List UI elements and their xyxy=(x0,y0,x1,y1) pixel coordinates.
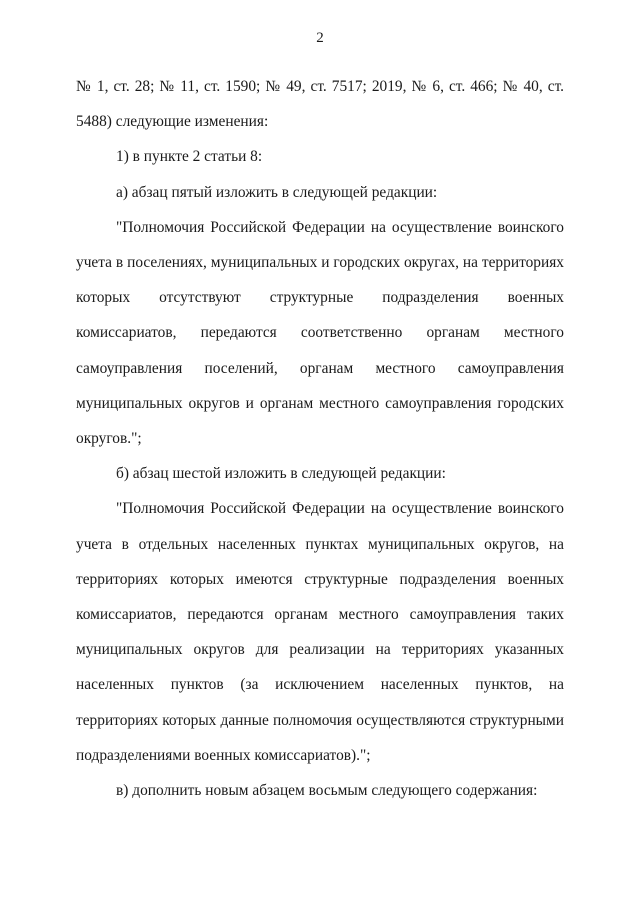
paragraph-quote-a: "Полномочия Российской Федерации на осуществление воинского учета в поселениях, муниципальных и городских округах, на территориях которых отсутствуют структурные подразделения военных комиссариатов, передаются соответственно органам местного самоуправления поселений, органам местного самоуправления муниципальных округов и органам местного самоуправления городских округов."; xyxy=(76,218,564,448)
paragraph-subitem-b: б) абзац шестой изложить в следующей редакции: xyxy=(116,465,446,483)
paragraph-continuation: № 1, ст. 28; № 11, ст. 1590; № 49, ст. 7517; 2019, № 6, ст. 466; № 40, ст. 5488) следующие изменения: xyxy=(76,78,564,131)
page-number: 2 xyxy=(316,30,324,46)
paragraph-quote-b: "Полномочия Российской Федерации на осуществление воинского учета в отдельных населенных пунктах муниципальных округов, на территориях которых имеются структурные подразделения военных комиссариатов, передаются органам местного самоуправления таких муниципальных округов для реализации на территориях указанных населенных пунктов (за исключением населенных пунктов, на территориях которых данные полномочия осуществляются структурными подразделениями военных комиссариатов)."; xyxy=(76,500,564,764)
paragraph-subitem-v: в) дополнить новым абзацем восьмым следующего содержания: xyxy=(116,782,538,800)
paragraph-item-1: 1) в пункте 2 статьи 8: xyxy=(116,148,263,166)
paragraph-subitem-a: а) абзац пятый изложить в следующей редакции: xyxy=(116,183,438,201)
document-body xyxy=(76,69,564,808)
